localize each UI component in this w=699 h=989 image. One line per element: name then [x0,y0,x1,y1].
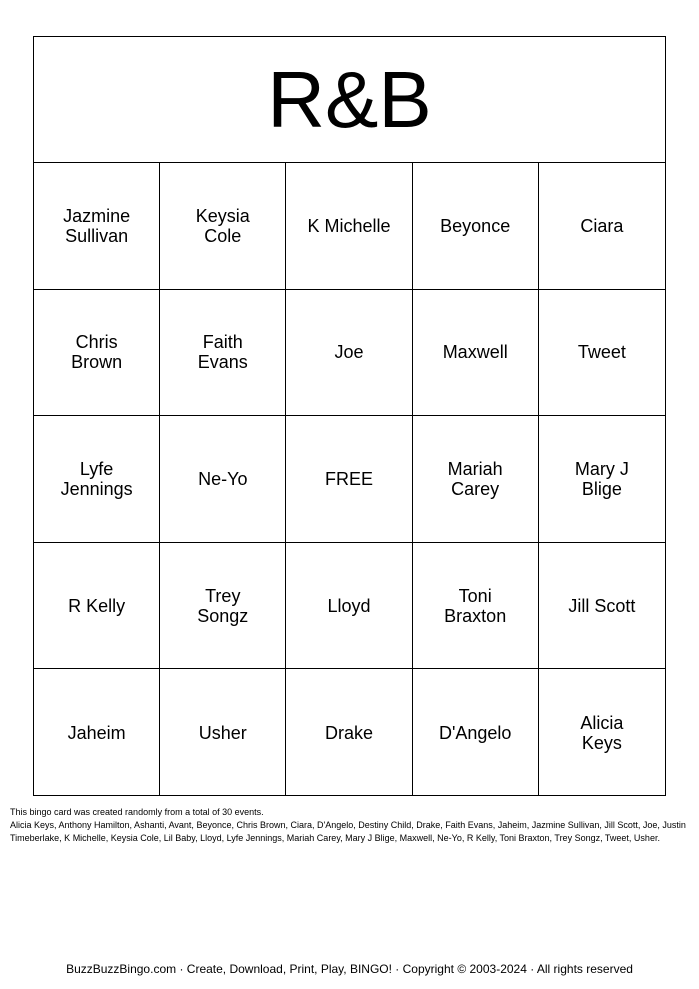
bingo-cell: Beyonce [413,163,539,290]
bingo-cell: Keysia Cole [160,163,286,290]
created-note: This bingo card was created randomly from a total of 30 events. [10,807,264,817]
bingo-cell: R Kelly [34,543,160,670]
bingo-cell: Maxwell [413,290,539,417]
bingo-cell: Chris Brown [34,290,160,417]
bingo-cell: Trey Songz [160,543,286,670]
bingo-cell: Drake [286,669,412,796]
card-notes [10,806,690,845]
bingo-cell: Tweet [539,290,665,417]
bingo-cell: Alicia Keys [580,712,624,753]
bingo-cell: Lyfe Jennings [34,416,160,543]
bingo-cell: Jill Scott [539,543,665,670]
bingo-cell: Mariah Carey [413,416,539,543]
bingo-cell: Toni Braxton [413,543,539,670]
card-title: R&B [34,37,665,163]
bingo-cell: Ciara [539,163,665,290]
bingo-cell: K Michelle [286,163,412,290]
free-space-cell: FREE [286,416,412,543]
bingo-cell: Jaheim [34,669,160,796]
bingo-card [33,36,666,796]
bingo-cell: Lloyd [286,543,412,670]
bingo-cell: Ne-Yo [160,416,286,543]
site-footer: BuzzBuzzBingo.com · Create, Download, Print, Play, BINGO! · Copyright © 2003-2024 · All rights reserved [66,962,633,976]
bingo-cell: D'Angelo [413,669,539,796]
bingo-cell: Faith Evans [160,290,286,417]
bingo-cell: Usher [160,669,286,796]
bingo-cell: Joe [286,290,412,417]
bingo-cell: Mary J Blige [539,416,665,543]
bingo-grid [34,163,665,796]
events-list: Alicia Keys, Anthony Hamilton, Ashanti, Avant, Beyonce, Chris Brown, Ciara, D'Angelo, Destiny Child, Drake, Faith Evans, Jaheim, Jazmine Sullivan, Jill Scott, Joe, Justin Timeberlake, K Michelle, Keysia Cole, Lil Baby, Lloyd, Lyfe Jennings, Mariah Carey, Mary J Blige, Maxwell, Ne-Yo, R Kelly, Toni Braxton, Trey Songz, Tweet, Usher. [10,820,686,843]
bingo-cell: Jazmine Sullivan [34,163,160,290]
